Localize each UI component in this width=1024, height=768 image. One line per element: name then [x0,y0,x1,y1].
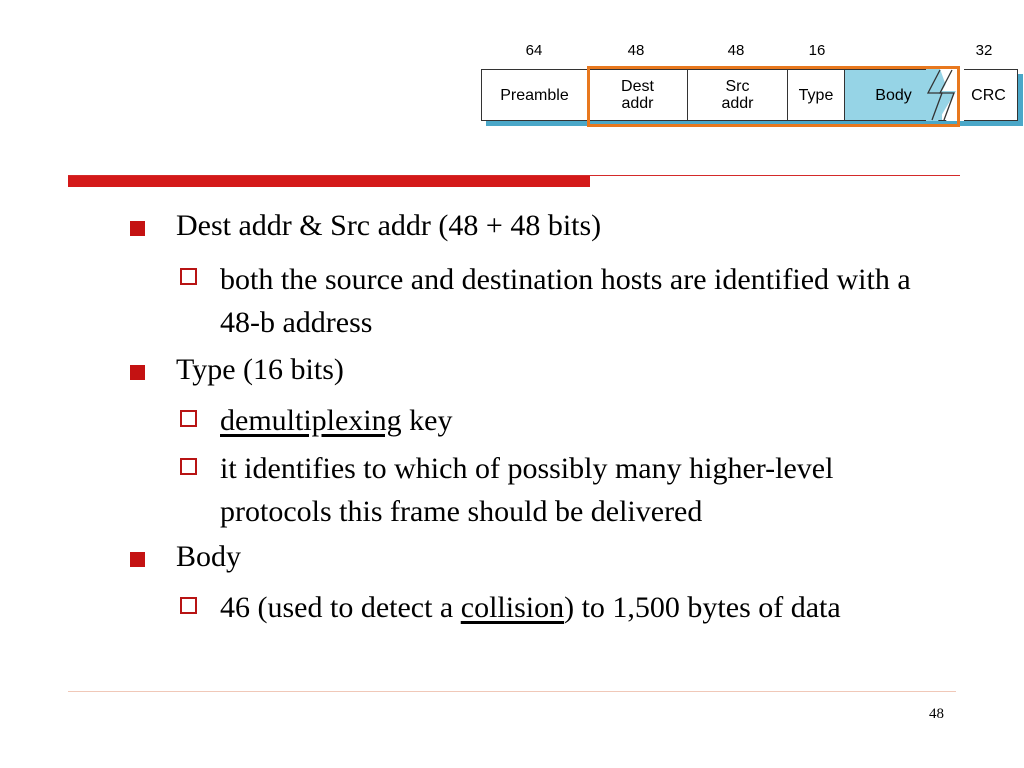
title-rule-thick [68,176,590,187]
sub-bullet-demux [220,399,940,442]
bits-label-crc: 32 [975,42,993,59]
sub-bullet-box-icon [180,458,197,475]
bullet-type: Type (16 bits) [176,353,344,386]
dest-to-body-highlight [587,66,960,127]
bullet-dest-src: Dest addr & Src addr (48 + 48 bits) [176,209,602,242]
page-number: 48 [929,706,944,722]
size-prefix: 46 (used to detect a [220,591,461,624]
field-crc [960,70,1017,120]
field-dest-line2: addr [621,95,654,112]
bits-label-preamble: 64 [525,42,543,59]
demux-suffix: key [401,404,453,437]
collision-term: collision [460,591,565,624]
sub-bullet-box-icon [180,268,197,285]
sub-bullet-size [220,586,940,629]
footer-rule [68,691,956,692]
bits-label-type: 16 [808,42,826,59]
sub-bullet-box-icon [180,597,197,614]
bullet-square-icon [130,365,145,380]
field-src-line2: addr [721,95,754,112]
field-src-line1: Src [725,78,750,95]
bits-label-dest: 48 [627,42,645,59]
sub-bullet-protocols: it identifies to which of possibly many higher-level protocols this frame should be delivered [220,452,834,528]
bits-label-src: 48 [727,42,745,59]
size-suffix: ) to 1,500 bytes of data [564,591,841,624]
field-crc-label: CRC [971,86,1006,104]
field-type-label: Type [798,86,834,104]
bullet-square-icon [130,221,145,236]
demultiplexing-term: demultiplexing [220,404,402,437]
sub-bullet-addresses: both the source and destination hosts are identified with a 48-b address [220,263,911,339]
sub-bullet-box-icon [180,410,197,427]
field-preamble-label: Preamble [500,86,569,104]
bullet-body: Body [176,540,242,573]
bullet-square-icon [130,552,145,567]
field-body-label: Body [875,86,912,104]
field-preamble [482,70,588,120]
field-dest-line1: Dest [621,78,654,95]
